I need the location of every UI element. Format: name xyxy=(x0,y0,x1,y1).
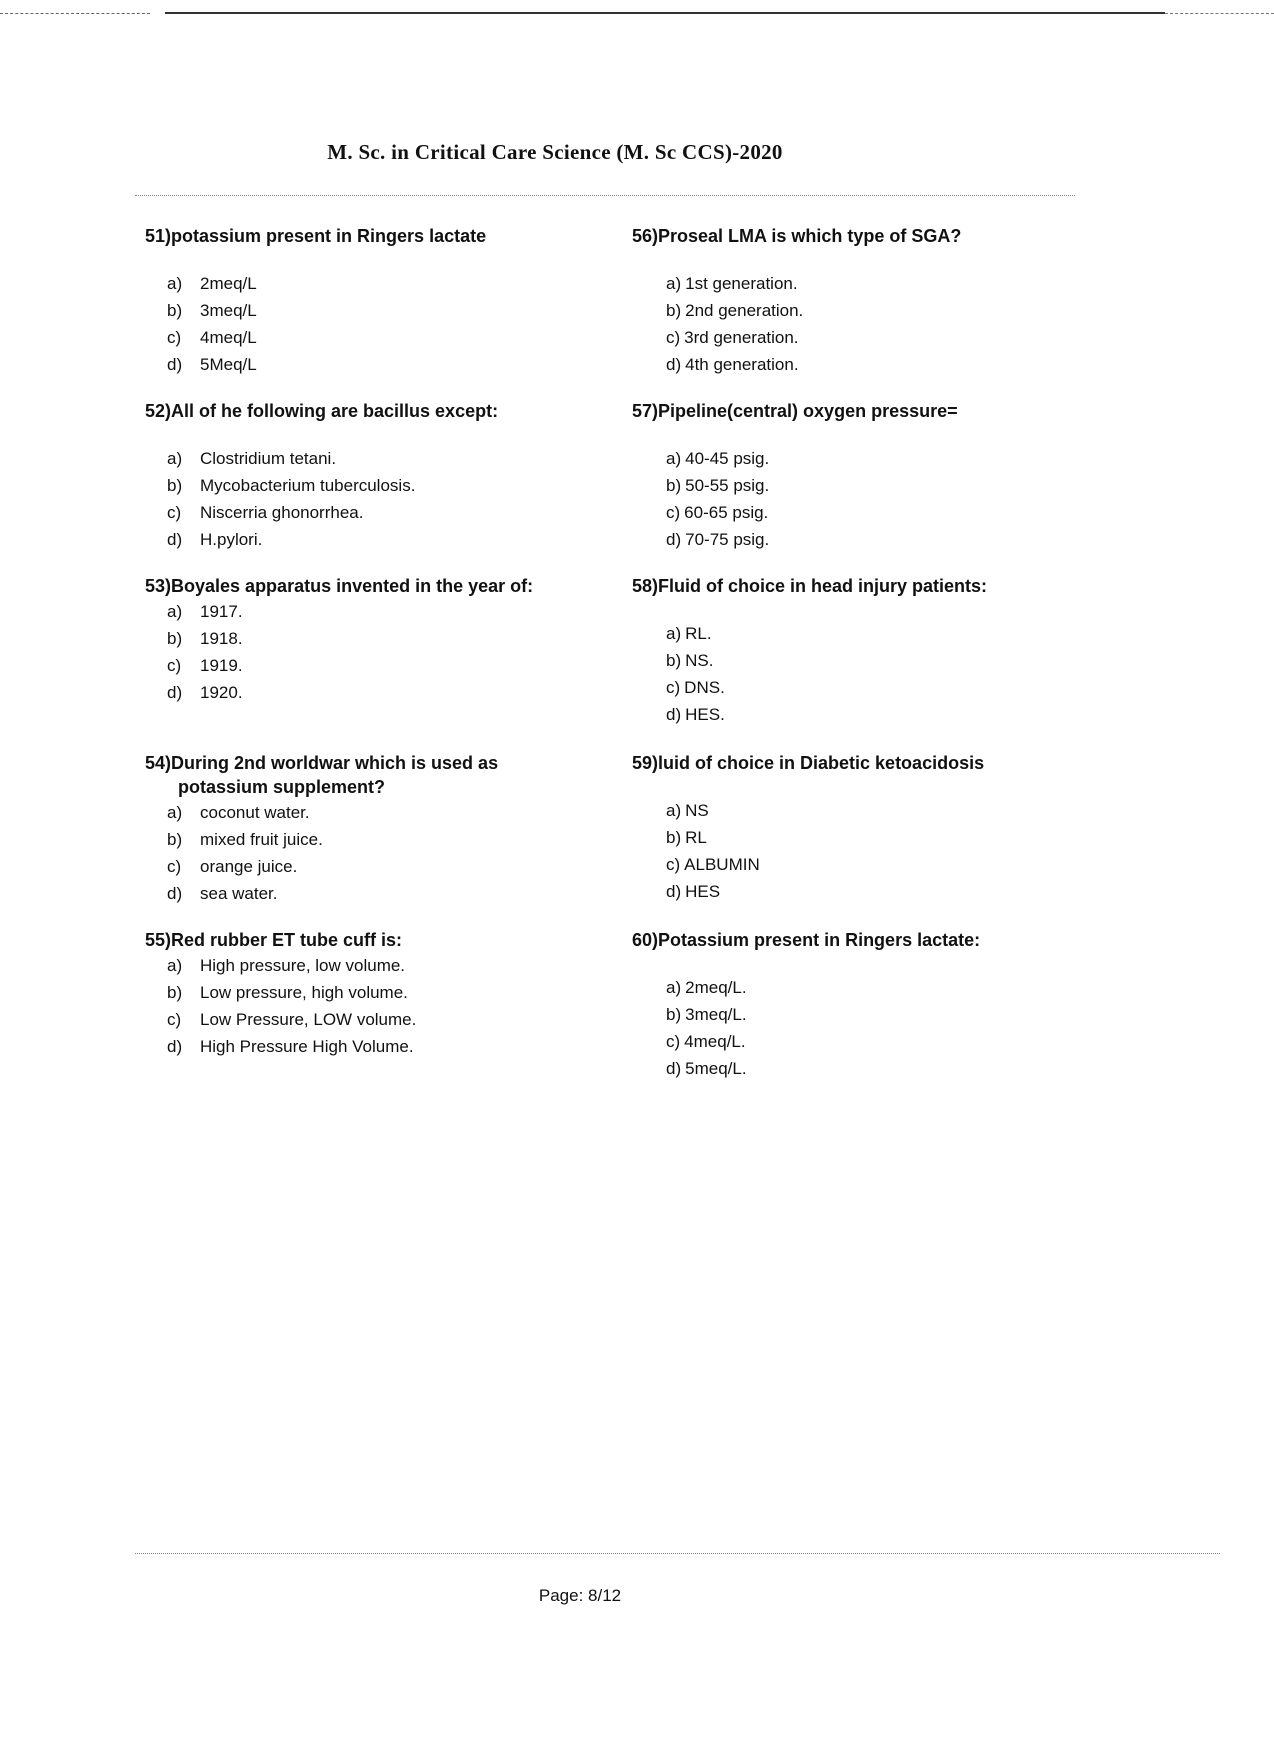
option-a: a) 2meq/L xyxy=(167,274,257,293)
header-divider xyxy=(135,195,1075,196)
question-text: luid of choice in Diabetic ketoacidosis xyxy=(658,753,985,773)
question-text: Boyales apparatus invented in the year of: xyxy=(171,576,534,596)
question-text: potassium present in Ringers lactate xyxy=(171,226,487,246)
question-text: Fluid of choice in head injury patients: xyxy=(658,576,988,596)
scan-top-border-left xyxy=(0,13,150,14)
option-b: b) 2nd generation. xyxy=(666,301,804,320)
scan-top-border-right xyxy=(1165,13,1274,14)
option-list xyxy=(145,270,575,378)
option-list xyxy=(145,952,575,1060)
option-a: a) 40-45 psig. xyxy=(666,449,770,468)
question-57 xyxy=(632,399,1062,553)
option-b: b) 50-55 psig. xyxy=(666,476,770,495)
option-a: a) 2meq/L. xyxy=(666,978,747,997)
option-c: c) 4meq/L. xyxy=(666,1032,746,1051)
question-text: All of he following are bacillus except: xyxy=(171,401,499,421)
question-59 xyxy=(632,751,1062,905)
option-b: b) RL xyxy=(666,828,707,847)
question-number: 59) xyxy=(632,753,659,773)
option-b: b) NS. xyxy=(666,651,714,670)
question-53 xyxy=(145,574,575,706)
option-c: c) Low Pressure, LOW volume. xyxy=(167,1010,417,1029)
option-a: a) Clostridium tetani. xyxy=(167,449,337,468)
option-d: d) sea water. xyxy=(167,884,278,903)
option-b: b) Low pressure, high volume. xyxy=(167,983,408,1002)
option-b: b) Mycobacterium tuberculosis. xyxy=(167,476,416,495)
question-number: 58) xyxy=(632,576,659,596)
question-58 xyxy=(632,574,1062,728)
option-a: a) NS xyxy=(666,801,709,820)
question-number: 56) xyxy=(632,226,659,246)
option-a: a) RL. xyxy=(666,624,712,643)
option-list xyxy=(632,620,1062,728)
option-a: a) coconut water. xyxy=(167,803,310,822)
option-a: a) 1st generation. xyxy=(666,274,798,293)
option-list xyxy=(632,445,1062,553)
question-number: 57) xyxy=(632,401,659,421)
scan-top-border xyxy=(165,12,1165,14)
question-number: 55) xyxy=(145,930,172,950)
question-number: 53) xyxy=(145,576,172,596)
option-list xyxy=(145,799,575,907)
option-b: b) 3meq/L. xyxy=(666,1005,747,1024)
option-list xyxy=(632,797,1062,905)
option-b: b) 3meq/L xyxy=(167,301,257,320)
question-60 xyxy=(632,928,1062,1082)
option-d: d) 4th generation. xyxy=(666,355,799,374)
option-a: a) 1917. xyxy=(167,602,243,621)
question-number: 60) xyxy=(632,930,659,950)
question-54 xyxy=(145,751,575,907)
question-text: Red rubber ET tube cuff is: xyxy=(171,930,403,950)
question-55 xyxy=(145,928,575,1060)
question-text: During 2nd worldwar which is used as potassium supplement? xyxy=(171,753,499,797)
question-51 xyxy=(145,224,575,378)
option-c: c) ALBUMIN xyxy=(666,855,760,874)
option-c: c) 4meq/L xyxy=(167,328,257,347)
option-c: c) DNS. xyxy=(666,678,725,697)
page-title: M. Sc. in Critical Care Science (M. Sc CCS)-2020 xyxy=(327,140,783,164)
option-list xyxy=(145,445,575,553)
option-d: d) 5Meq/L xyxy=(167,355,257,374)
question-52 xyxy=(145,399,575,553)
question-text: Potassium present in Ringers lactate: xyxy=(658,930,981,950)
footer-divider xyxy=(135,1553,1220,1554)
option-list xyxy=(145,598,575,706)
option-b: b) mixed fruit juice. xyxy=(167,830,323,849)
page-number: Page: 8/12 xyxy=(538,1586,622,1605)
option-list xyxy=(632,270,1062,378)
option-c: c) orange juice. xyxy=(167,857,298,876)
question-text: Proseal LMA is which type of SGA? xyxy=(658,226,962,246)
question-56 xyxy=(632,224,1062,378)
option-d: d) HES xyxy=(666,882,721,901)
option-c: c) 1919. xyxy=(167,656,243,675)
question-number: 52) xyxy=(145,401,172,421)
question-number: 51) xyxy=(145,226,172,246)
option-b: b) 1918. xyxy=(167,629,243,648)
option-c: c) 60-65 psig. xyxy=(666,503,769,522)
option-d: d) High Pressure High Volume. xyxy=(167,1037,414,1056)
option-c: c) Niscerria ghonorrhea. xyxy=(167,503,364,522)
question-number: 54) xyxy=(145,753,172,773)
option-d: d) H.pylori. xyxy=(167,530,263,549)
option-c: c) 3rd generation. xyxy=(666,328,799,347)
option-d: d) 70-75 psig. xyxy=(666,530,770,549)
option-d: d) HES. xyxy=(666,705,725,724)
question-text: Pipeline(central) oxygen pressure= xyxy=(658,401,958,421)
option-list xyxy=(632,974,1062,1082)
option-d: d) 5meq/L. xyxy=(666,1059,747,1078)
option-a: a) High pressure, low volume. xyxy=(167,956,406,975)
option-d: d) 1920. xyxy=(167,683,243,702)
